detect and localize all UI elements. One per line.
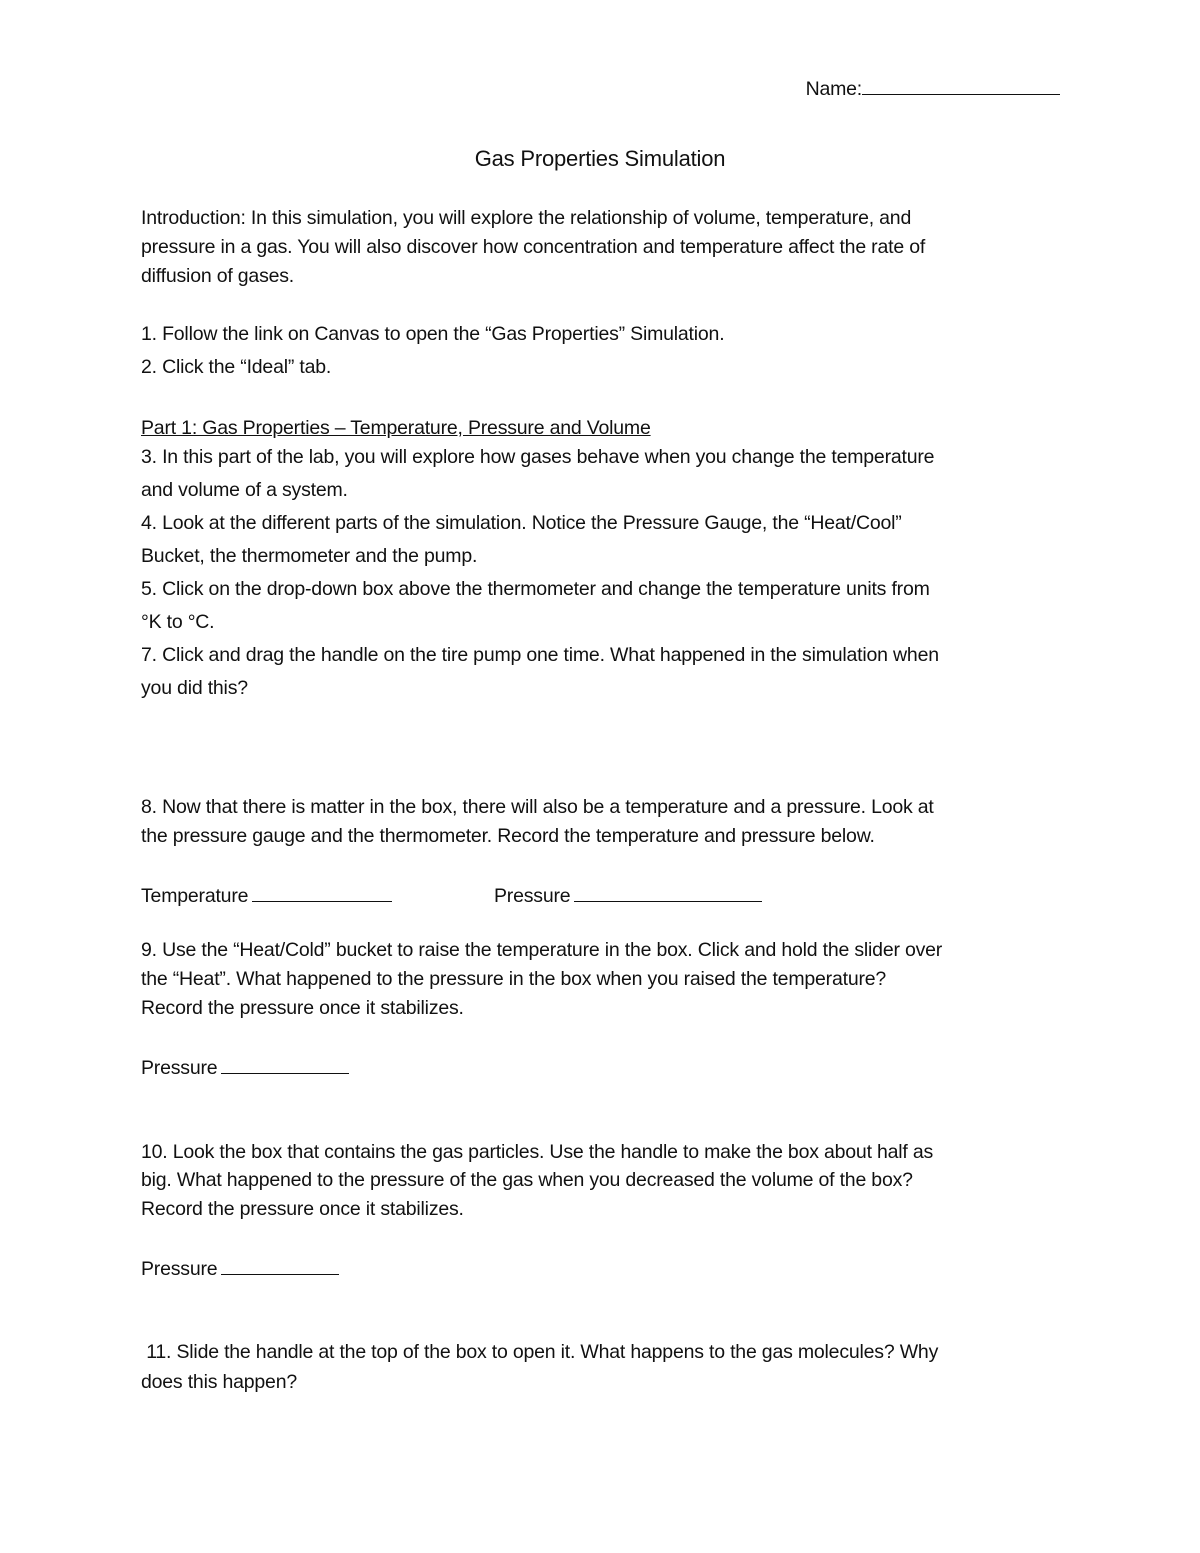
q9-line-2: the “Heat”. What happened to the pressure in the box when you raised the temperature?	[141, 968, 887, 990]
q11-line-2: does this happen?	[141, 1371, 297, 1393]
q10-pressure-field	[141, 1254, 339, 1281]
q5-line-2: °K to °C.	[141, 611, 215, 633]
q3-line-2: and volume of a system.	[141, 479, 348, 501]
q5-line-1: 5. Click on the drop-down box above the thermometer and change the temperature units from	[141, 578, 930, 600]
q4-line-1: 4. Look at the different parts of the simulation. Notice the Pressure Gauge, the “Heat/Cool”	[141, 512, 902, 534]
name-field	[806, 74, 1060, 101]
q9-line-3: Record the pressure once it stabilizes.	[141, 997, 464, 1019]
intro-line-2: pressure in a gas. You will also discover how concentration and temperature affect the rate of	[141, 236, 926, 258]
q9-pressure-blank[interactable]	[221, 1053, 349, 1074]
step-2: 2. Click the “Ideal” tab.	[141, 356, 332, 378]
page-title: Gas Properties Simulation	[474, 146, 726, 171]
q8-pressure-field	[494, 881, 762, 908]
q8-temperature-field	[141, 881, 392, 908]
q8-pressure-label: Pressure	[494, 885, 571, 907]
q9-line-1: 9. Use the “Heat/Cold” bucket to raise the temperature in the box. Click and hold the slider over	[141, 939, 943, 961]
q10-pressure-blank[interactable]	[221, 1254, 339, 1275]
q8-line-2: the pressure gauge and the thermometer. Record the temperature and pressure below.	[141, 825, 875, 847]
q8-temperature-blank[interactable]	[252, 881, 392, 902]
q4-line-2: Bucket, the thermometer and the pump.	[141, 545, 478, 567]
q3-line-1: 3. In this part of the lab, you will explore how gases behave when you change the temperature	[141, 446, 935, 468]
intro-line-3: diffusion of gases.	[141, 265, 295, 287]
name-label: Name:	[805, 78, 862, 100]
q9-pressure-label: Pressure	[141, 1057, 218, 1079]
q10-line-3: Record the pressure once it stabilizes.	[141, 1198, 464, 1220]
q10-line-2: big. What happened to the pressure of the gas when you decreased the volume of the box?	[141, 1169, 913, 1191]
q10-pressure-label: Pressure	[141, 1258, 218, 1280]
q7-line-2: you did this?	[141, 677, 248, 699]
intro-line-1: Introduction: In this simulation, you will explore the relationship of volume, temperature, and	[141, 207, 912, 229]
part1-heading: Part 1: Gas Properties – Temperature, Pressure and Volume	[141, 417, 651, 439]
q8-line-1: 8. Now that there is matter in the box, there will also be a temperature and a pressure. Look at	[141, 796, 934, 818]
q8-temperature-label: Temperature	[141, 885, 249, 907]
q9-pressure-field	[141, 1053, 349, 1080]
q10-line-1: 10. Look the box that contains the gas particles. Use the handle to make the box about half as	[141, 1141, 934, 1163]
q7-line-1: 7. Click and drag the handle on the tire pump one time. What happened in the simulation when	[141, 644, 939, 666]
step-1: 1. Follow the link on Canvas to open the “Gas Properties” Simulation.	[141, 323, 725, 345]
name-blank[interactable]	[862, 74, 1060, 95]
q8-pressure-blank[interactable]	[574, 881, 762, 902]
q11-line-1: 11. Slide the handle at the top of the box to open it. What happens to the gas molecules? Why	[141, 1341, 939, 1363]
